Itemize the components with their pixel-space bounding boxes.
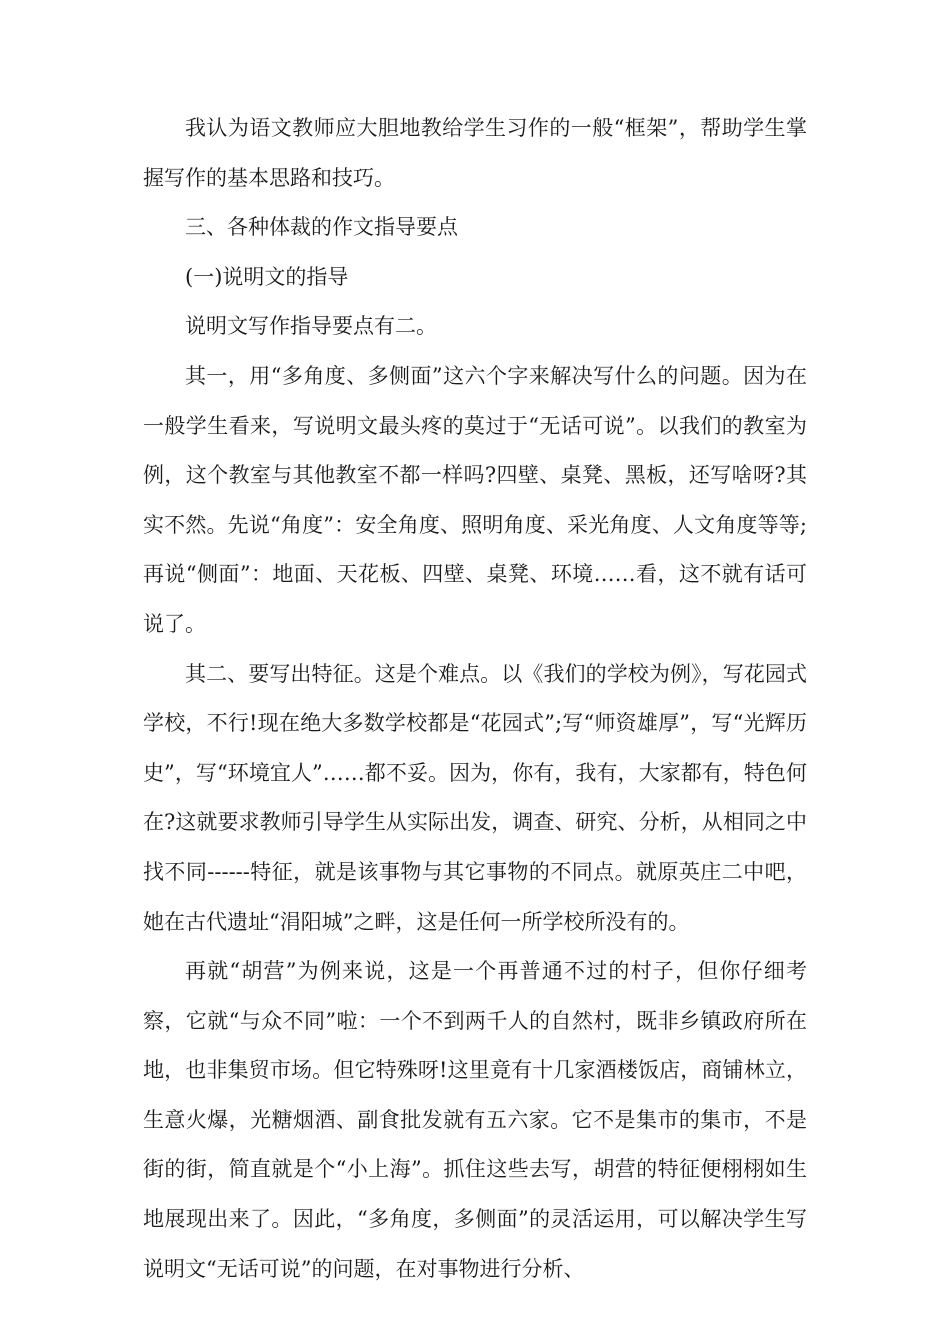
paragraph-huying-example: 再就“胡营”为例来说，这是一个再普通不过的村子，但你仔细考察，它就“与众不同”啦：一个不到两千人的自然村，既非乡镇政府所在地，也非集贸市场。但它特殊呀!这里竟有十几家酒楼饭店，商铺林立，生意火爆，光糖烟酒、副食批发就有五六家。它不是集市的集市，不是街的街，简直就是个“小上海”。抓住这些去写，胡营的特征便栩栩如生地展现出来了。因此，“多角度，多侧面”的灵活运用，可以解决学生写说明文“无话可说”的问题，在对事物进行分析、 — [143, 959, 807, 1281]
paragraph-point-two: 其二、要写出特征。这是个难点。以《我们的学校为例》，写花园式学校，不行!现在绝大多数学校都是“花园式”;写“师资雄厚”，写“光辉历史”，写“环境宜人”……都不妥。因为，你有，我有，大家都有，特色何在?这就要求教师引导学生从实际出发，调查、研究、分析，从相同之中找不同------特征，就是该事物与其它事物的不同点。就原英庄二中吧，她在古代遗址“涓阳城”之畔，这是任何一所学校所没有的。 — [143, 661, 807, 934]
paragraph-point-one: 其一，用“多角度、多侧面”这六个字来解决写什么的问题。因为在一般学生看来，写说明文最头疼的莫过于“无话可说”。以我们的教室为例，这个教室与其他教室不都一样吗?四壁、桌凳、黑板，还写啥呀?其实不然。先说“角度”：安全角度、照明角度、采光角度、人文角度等等;再说“侧面”：地面、天花板、四壁、桌凳、环境……看，这不就有话可说了。 — [143, 363, 807, 636]
paragraph-two-points: 说明文写作指导要点有二。 — [185, 314, 437, 339]
paragraph-framework: 我认为语文教师应大胆地教给学生习作的一般“框架”，帮助学生掌握写作的基本思路和技巧。 — [143, 116, 807, 190]
document-body — [143, 104, 807, 1294]
subsection-heading-expository: (一)说明文的指导 — [185, 264, 349, 289]
section-heading-genre-guidance: 三、各种体裁的作文指导要点 — [185, 215, 458, 240]
